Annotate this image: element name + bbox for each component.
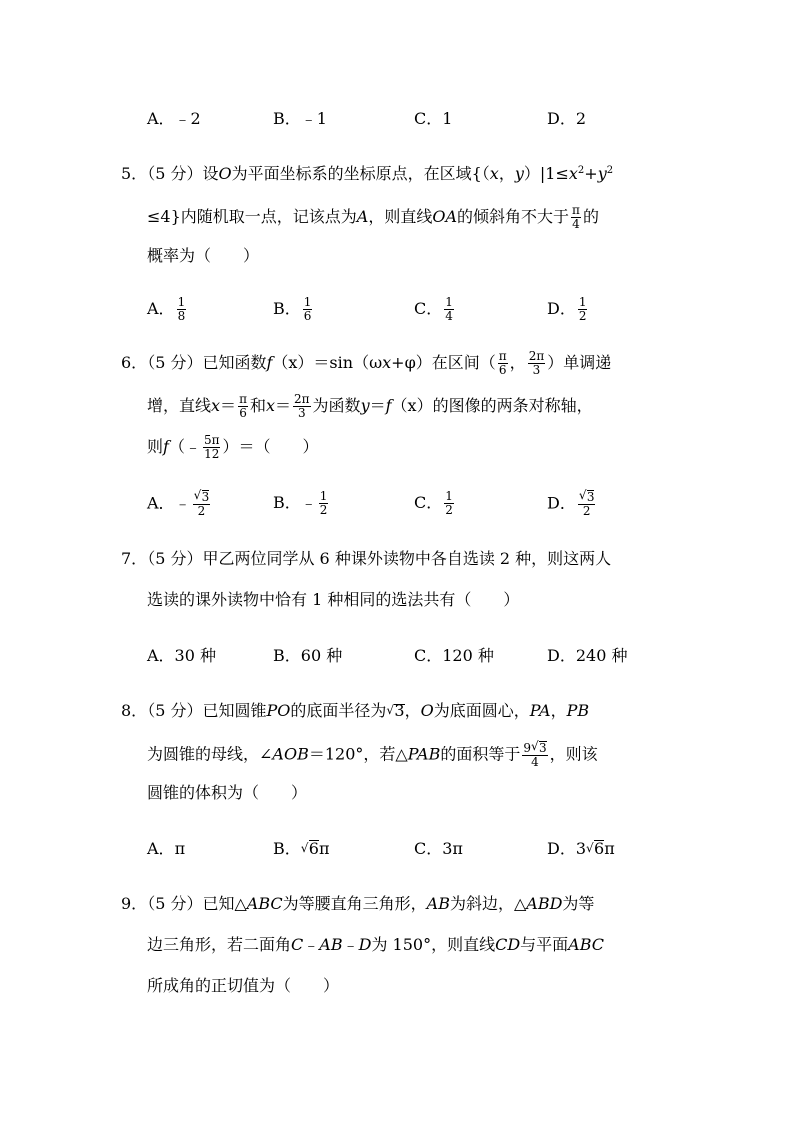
q9-var-abc: ABC xyxy=(246,894,283,913)
q8-var-aob: AOB xyxy=(272,744,309,764)
frac-denominator: 3 xyxy=(297,406,306,420)
option-label: A． xyxy=(147,839,175,858)
q7-line2: 选读的课外读物中恰有 1 种相同的选法共有（ ） xyxy=(147,590,520,609)
q8-var-o: O xyxy=(420,701,434,720)
option-label: B． xyxy=(273,493,301,512)
q8-text: 为底面圆心， xyxy=(433,701,530,720)
frac-denominator: 6 xyxy=(239,406,247,420)
q6-option-a xyxy=(147,490,212,518)
frac-denominator: 6 xyxy=(303,309,312,323)
frac-numerator xyxy=(578,490,596,505)
frac-denominator: 3 xyxy=(532,363,541,377)
q7-option-c: C．120 种 xyxy=(414,646,494,665)
q6-text: （﹣ xyxy=(168,437,201,456)
option-label: D． xyxy=(547,493,576,513)
q6-line3 xyxy=(147,434,319,461)
q6-var-x: x xyxy=(211,396,221,415)
q5-var-o: O xyxy=(218,164,232,183)
q6-text: ）单调递 xyxy=(547,353,612,372)
q7-text: 甲乙两位同学从 6 种课外读物中各自选读 2 种，则这两人 xyxy=(202,549,612,568)
option-fraction xyxy=(193,490,211,518)
q8-fraction xyxy=(522,741,547,769)
q6-option-c xyxy=(414,490,456,517)
q8-line2 xyxy=(147,741,598,769)
frac-numerator xyxy=(522,741,547,756)
frac-denominator: 4 xyxy=(445,309,453,323)
option-fraction xyxy=(578,296,588,323)
q5-number: 5． xyxy=(121,164,148,183)
q7-option-d: D．240 种 xyxy=(547,646,628,665)
q5-line3: 概率为（ ） xyxy=(147,246,260,265)
q9-text: 为 150°，则直线 xyxy=(371,935,496,954)
radicand: 6 xyxy=(594,839,605,858)
q7-line1 xyxy=(121,548,611,570)
sqrt-symbol xyxy=(579,490,595,504)
q8-text: 的面积等于 xyxy=(440,744,521,764)
q5-text: 设 xyxy=(202,164,219,183)
option-label: C． xyxy=(414,299,443,318)
q5-score: （5 分） xyxy=(147,164,203,183)
sqrt-symbol xyxy=(386,700,404,722)
frac-numerator: π xyxy=(498,349,507,363)
q6-option-d xyxy=(547,490,597,518)
option-fraction xyxy=(319,490,329,517)
frac-denominator: 6 xyxy=(498,363,507,377)
q9-text: 为等 xyxy=(562,894,595,913)
q8-option-a xyxy=(147,838,185,860)
option-fraction xyxy=(444,296,454,323)
sqrt-symbol xyxy=(301,838,319,860)
q9-var-ab: AB xyxy=(426,894,450,913)
q5-text: 为平面坐标系的坐标原点，在区域{（ xyxy=(231,164,490,183)
frac-denominator: 4 xyxy=(572,217,580,231)
q8-option-b xyxy=(273,838,329,860)
q8-text: ， xyxy=(550,701,567,720)
q5-var-x: x xyxy=(489,164,499,183)
option-label: D． xyxy=(547,299,576,318)
q4-option-b: B．﹣1 xyxy=(273,109,327,128)
frac-numerator: 1 xyxy=(445,489,453,503)
q5-option-a xyxy=(147,296,188,323)
q8-option-d xyxy=(547,838,615,860)
q7-option-b: B．60 种 xyxy=(273,646,343,665)
q6-text: ＝ xyxy=(275,396,292,415)
q6-text: ）＝（ ） xyxy=(222,437,319,456)
q8-text: ，则该 xyxy=(549,744,598,764)
q9-var-cd: CD xyxy=(495,935,521,954)
q4-option-a: A．﹣2 xyxy=(147,109,201,128)
q6-text: （x）＝sin（ω xyxy=(272,353,383,372)
q8-text: ， xyxy=(404,701,421,720)
q6-text: ＝ xyxy=(369,396,386,415)
radicand: 3 xyxy=(201,490,210,504)
frac-numerator: 1 xyxy=(445,295,453,309)
q6-text: 则 xyxy=(147,437,164,456)
q8-var-po: PO xyxy=(266,701,291,720)
frac-numerator xyxy=(193,490,211,505)
q6-text: 已知函数 xyxy=(202,353,267,372)
option-fraction xyxy=(578,490,596,518)
q5-var-oa: OA xyxy=(432,207,458,226)
radicand: 3 xyxy=(586,490,595,504)
sqrt-symbol xyxy=(531,741,547,755)
q9-text: 与平面 xyxy=(520,935,569,954)
radicand: 6 xyxy=(308,839,319,858)
q6-fraction-3 xyxy=(238,393,248,420)
option-sign: ﹣ xyxy=(174,493,191,513)
q7-option-a: A．30 种 xyxy=(147,646,217,665)
q5-exponent: 2 xyxy=(577,165,585,176)
q9-score: （5 分） xyxy=(147,894,203,913)
frac-denominator: 2 xyxy=(197,504,206,518)
q9-text: 为斜边，△ xyxy=(449,894,527,913)
option-label: B． xyxy=(273,839,301,858)
frac-denominator: 4 xyxy=(531,755,539,769)
option-label: B． xyxy=(273,299,301,318)
q5-var-a: A xyxy=(356,207,369,226)
q6-fraction-5 xyxy=(203,434,221,461)
frac-numerator: 2π xyxy=(528,349,545,363)
frac-numerator: 1 xyxy=(303,295,312,309)
q4-option-d: D．2 xyxy=(547,109,587,128)
q8-text: 的底面半径为 xyxy=(290,701,387,720)
q6-text: +φ）在区间（ xyxy=(391,353,496,372)
q8-text: ＝120°，若△ xyxy=(308,744,408,764)
q9-text: ﹣ xyxy=(342,935,359,954)
q7-score: （5 分） xyxy=(147,549,203,568)
frac-numerator: π xyxy=(572,203,580,217)
sqrt-symbol xyxy=(586,838,604,860)
frac-numerator: 1 xyxy=(177,295,186,309)
q6-fraction-1 xyxy=(498,350,508,377)
q9-var-d: D xyxy=(358,935,372,954)
frac-denominator: 12 xyxy=(204,447,220,461)
q9-text: ﹣ xyxy=(303,935,320,954)
option-value: 3π xyxy=(442,839,463,858)
option-value: π xyxy=(318,839,330,858)
q5-exponent: 2 xyxy=(606,165,614,176)
q6-text: 增，直线 xyxy=(147,396,212,415)
option-value: π xyxy=(174,839,186,858)
frac-denominator: 2 xyxy=(578,309,587,323)
q9-var-abd: ABD xyxy=(526,894,563,913)
frac-numerator: 2π xyxy=(294,392,310,406)
q5-var-x2: x xyxy=(568,164,578,183)
radicand: 3 xyxy=(538,741,547,755)
coefficient: 9 xyxy=(523,741,531,755)
option-value: 3 xyxy=(575,839,587,858)
q5-text: ）|1≤ xyxy=(523,164,569,183)
frac-denominator: 2 xyxy=(445,503,453,517)
frac-numerator: 1 xyxy=(319,489,328,503)
q6-text: ， xyxy=(509,353,526,372)
q6-text: 为函数 xyxy=(312,396,361,415)
q9-var-abc: ABC xyxy=(568,935,605,954)
q9-line3: 所成角的正切值为（ ） xyxy=(147,976,340,995)
q5-option-b xyxy=(273,296,314,323)
q6-text: （x）的图像的两条对称轴， xyxy=(391,396,593,415)
q6-line2 xyxy=(147,393,593,420)
q5-var-y2: y xyxy=(597,164,607,183)
q9-number: 9． xyxy=(121,894,148,913)
q9-var-c: C xyxy=(291,935,304,954)
q6-var-x: x xyxy=(265,396,275,415)
q4-option-c: C．1 xyxy=(414,109,453,128)
q6-var-x: x xyxy=(382,353,392,372)
q6-option-b xyxy=(273,490,330,517)
q5-text: ≤4}内随机取一点，记该点为 xyxy=(147,207,357,226)
q8-option-c xyxy=(414,838,463,860)
option-fraction xyxy=(444,490,454,517)
option-value: π xyxy=(604,839,615,858)
q6-text: ＝ xyxy=(220,396,237,415)
q5-var-y: y xyxy=(514,164,524,183)
q8-text: 为圆锥的母线，∠ xyxy=(147,744,273,764)
option-fraction xyxy=(177,296,187,323)
q5-fraction xyxy=(571,204,581,231)
q5-line1 xyxy=(121,163,613,185)
option-label: C． xyxy=(414,493,443,512)
frac-numerator: 1 xyxy=(578,295,587,309)
q8-number: 8． xyxy=(121,701,148,720)
q5-text: + xyxy=(584,164,598,183)
q5-text: 的 xyxy=(582,207,599,226)
q5-option-d xyxy=(547,296,589,323)
q6-fraction-2 xyxy=(528,350,546,377)
q9-text: 为等腰直角三角形， xyxy=(282,894,427,913)
frac-denominator: 2 xyxy=(319,503,328,517)
q9-line2 xyxy=(147,934,604,956)
q9-text: 已知△ xyxy=(202,894,247,913)
q8-var-pa: PA xyxy=(529,701,551,720)
q8-text: 已知圆锥 xyxy=(202,701,267,720)
q5-option-c xyxy=(414,296,456,323)
q9-text: 边三角形，若二面角 xyxy=(147,935,292,954)
q6-text: 和 xyxy=(249,396,266,415)
option-fraction xyxy=(303,296,313,323)
q9-var-ab: AB xyxy=(319,935,343,954)
q6-var-f: f xyxy=(385,396,392,415)
frac-numerator: π xyxy=(239,392,247,406)
frac-denominator: 8 xyxy=(177,309,186,323)
q6-var-f: f xyxy=(163,437,169,456)
option-label: A． xyxy=(147,299,175,318)
q8-line1 xyxy=(121,700,589,722)
sqrt-symbol xyxy=(194,490,210,504)
q6-number: 6． xyxy=(121,353,148,372)
q8-var-pb: PB xyxy=(566,701,590,720)
q5-text: 的倾斜角不大于 xyxy=(457,207,570,226)
option-sign: ﹣ xyxy=(300,493,317,512)
q6-var-f: f xyxy=(266,353,273,372)
frac-denominator: 2 xyxy=(582,504,591,518)
q6-fraction-4 xyxy=(293,393,311,420)
q6-score: （5 分） xyxy=(147,353,203,372)
q7-number: 7． xyxy=(121,549,148,568)
q5-line2 xyxy=(147,204,599,231)
option-label: A． xyxy=(147,493,175,513)
frac-numerator: 5π xyxy=(203,433,220,447)
q8-line3: 圆锥的体积为（ ） xyxy=(147,783,308,802)
q8-var-pab: PAB xyxy=(407,744,441,764)
option-label: D． xyxy=(547,839,576,858)
q8-score: （5 分） xyxy=(147,701,203,720)
option-label: C． xyxy=(414,839,443,858)
radicand: 3 xyxy=(394,701,405,720)
q5-text: ， xyxy=(498,164,515,183)
q9-line1 xyxy=(121,893,594,915)
q6-var-y: y xyxy=(360,396,370,415)
q6-line1 xyxy=(121,350,611,377)
q5-text: ，则直线 xyxy=(368,207,433,226)
